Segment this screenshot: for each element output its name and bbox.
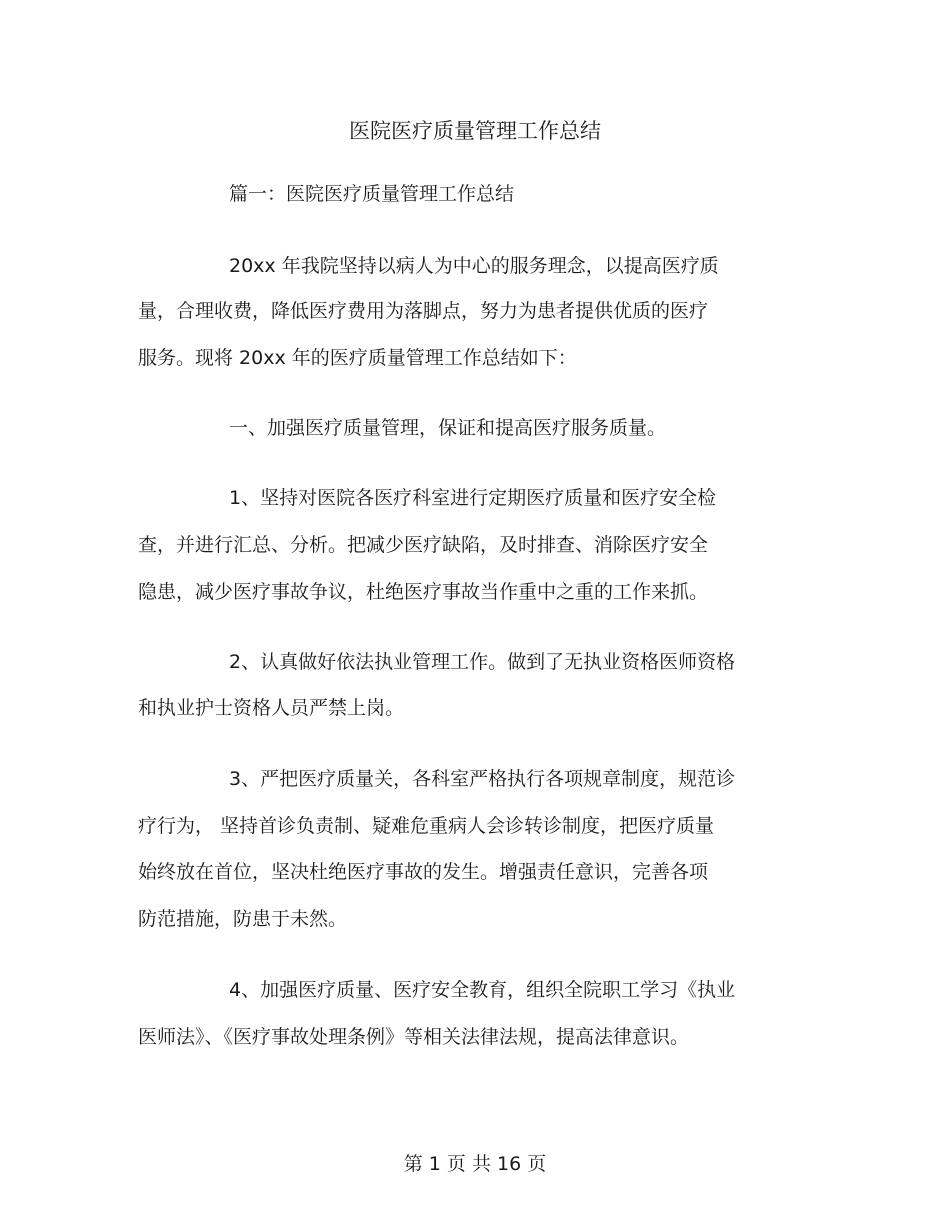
document-subtitle: 篇一：医院医疗质量管理工作总结: [229, 183, 515, 205]
paragraph-line: 查，并进行汇总、分析。把减少医疗缺陷，及时排查、消除医疗安全: [138, 534, 709, 556]
paragraph-line: 隐患，减少医疗事故争议，杜绝医疗事故当作重中之重的工作来抓。: [138, 581, 709, 603]
page-number-footer: 第 1 页 共 16 页: [403, 1153, 547, 1175]
paragraph-line: 医师法》、《医疗事故处理条例》等相关法律法规，提高法律意识。: [138, 1026, 690, 1048]
paragraph-line: 疗行为， 坚持首诊负责制、疑难危重病人会诊转诊制度，把医疗质量: [138, 815, 715, 837]
paragraph-line: 2、认真做好依法执业管理工作。做到了无执业资格医师资格: [229, 651, 736, 673]
paragraph-line: 3、严把医疗质量关，各科室严格执行各项规章制度，规范诊: [229, 768, 736, 790]
paragraph-line: 量，合理收费，降低医疗费用为落脚点，努力为患者提供优质的医疗: [138, 300, 709, 322]
paragraph-line: 始终放在首位，坚决杜绝医疗事故的发生。增强责任意识，完善各项: [138, 861, 709, 883]
paragraph-line: 防范措施，防患于未然。: [138, 908, 348, 930]
paragraph-line: 和执业护士资格人员严禁上岗。: [138, 697, 405, 719]
document-title: 医院医疗质量管理工作总结: [349, 119, 601, 143]
paragraph-line: 1、坚持对医院各医疗科室进行定期医疗质量和医疗安全检: [229, 487, 717, 509]
paragraph-line: 20xx 年我院坚持以病人为中心的服务理念，以提高医疗质: [229, 255, 719, 277]
paragraph-line: 服务。现将 20xx 年的医疗质量管理工作总结如下：: [138, 347, 577, 369]
section-heading: 一、加强医疗质量管理，保证和提高医疗服务质量。: [229, 417, 667, 439]
paragraph-line: 4、加强医疗质量、医疗安全教育，组织全院职工学习《执业: [229, 979, 736, 1001]
